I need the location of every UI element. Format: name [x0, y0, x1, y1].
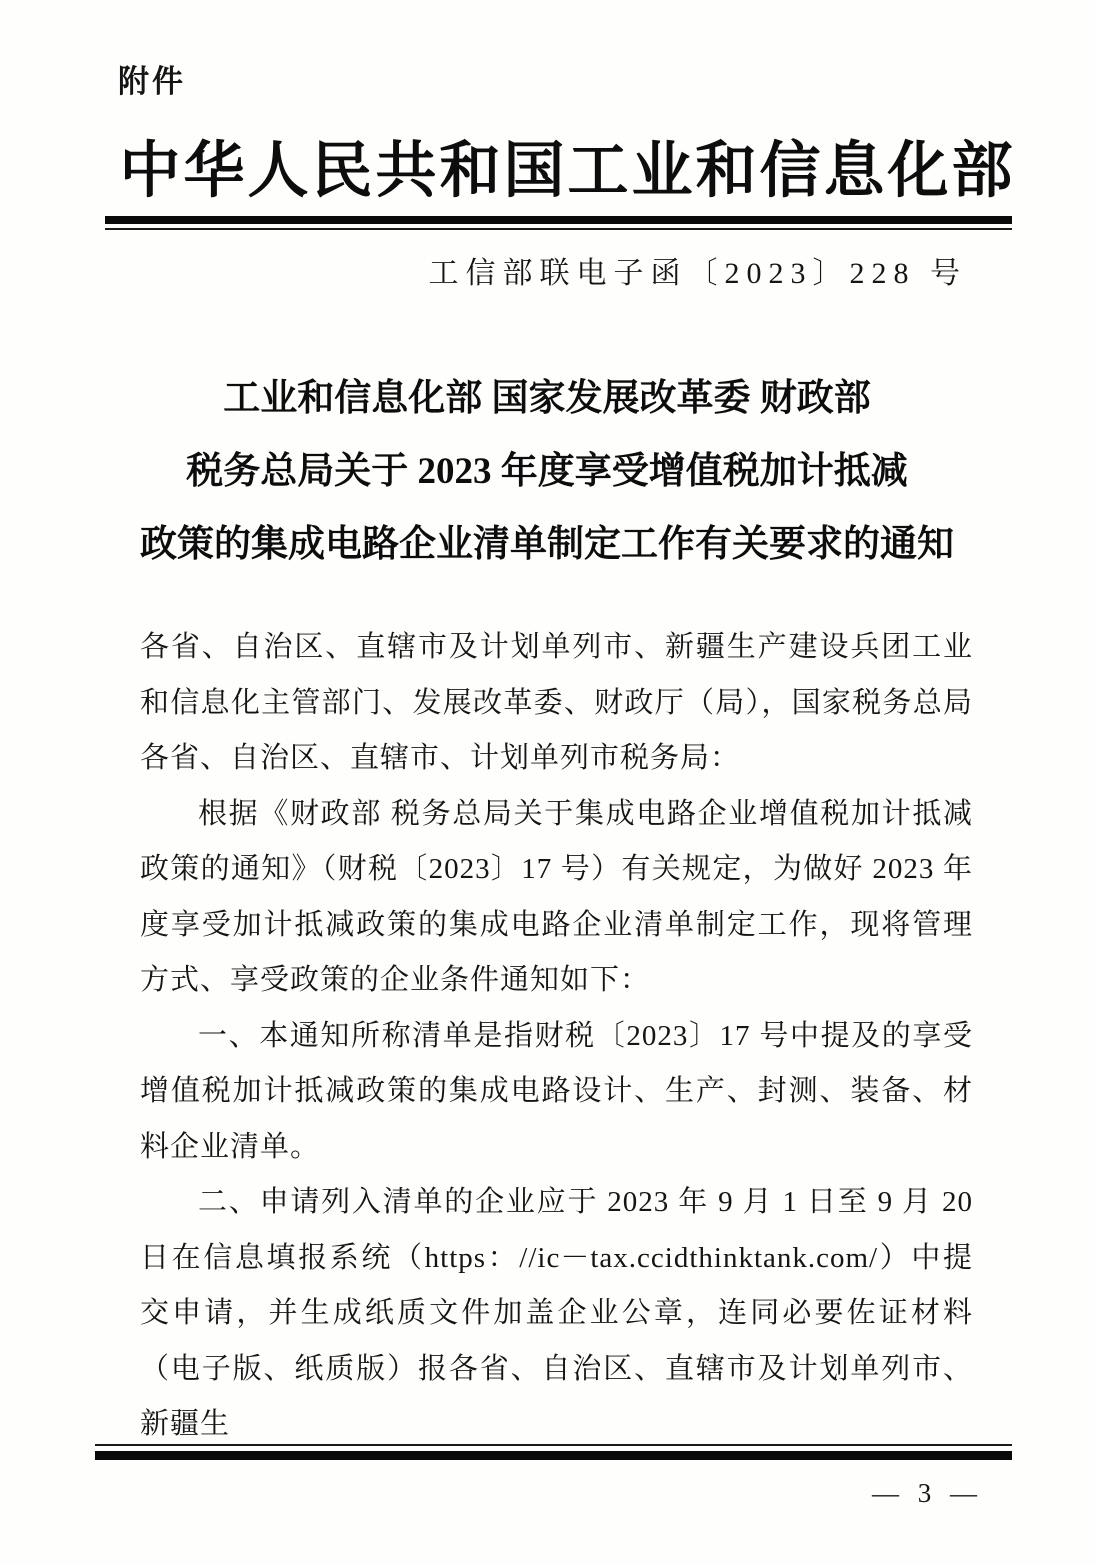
attachment-label: 附件: [118, 64, 186, 99]
page-number: — 3 —: [872, 1478, 983, 1508]
notice-title-line-1: 工业和信息化部 国家发展改革委 财政部: [223, 378, 871, 419]
body-paragraph-item-1: 一、本通知所称清单是指财税〔2023〕17 号中提及的享受增值税加计抵减政策的集成电路设计、生产、封测、装备、材料企业清单。: [140, 1019, 973, 1163]
footer-divider: [95, 1444, 1012, 1460]
header-divider: [105, 216, 1012, 230]
notice-title: [82, 362, 1012, 581]
notice-title-line-3: 政策的集成电路企业清单制定工作有关要求的通知: [140, 524, 954, 565]
notice-body: [140, 620, 973, 1453]
notice-title-line-2: 税务总局关于 2023 年度享受增值税加计抵减: [186, 451, 908, 492]
header-divider-thin-line: [105, 228, 1012, 230]
masthead-agency-title: 中华人民共和国工业和信息化部: [119, 138, 1016, 205]
document-reference-number: 工信部联电子函〔2023〕228 号: [428, 257, 967, 290]
footer-divider-thick-line: [95, 1451, 1012, 1460]
header-divider-thick-line: [105, 216, 1012, 224]
salutation-paragraph: 各省、自治区、直辖市及计划单列市、新疆生产建设兵团工业和信息化主管部门、发展改革委、财政厅（局），国家税务总局各省、自治区、直辖市、计划单列市税务局：: [140, 631, 973, 774]
body-paragraph-basis: 根据《财政部 税务总局关于集成电路企业增值税加计抵减政策的通知》（财税〔2023〕17 号）有关规定，为做好 2023 年度享受加计抵减政策的集成电路企业清单制定工作，现将管理方式、享受政策的企业条件通知如下：: [140, 797, 973, 996]
body-paragraph-item-2: 二、申请列入清单的企业应于 2023 年 9 月 1 日至 9 月 20 日在信息填报系统（https：//ic－tax.ccidthinktank.com/）中提交申请，并生成纸质文件加盖企业公章，连同必要佐证材料（电子版、纸质版）报各省、自治区、直辖市及计划单列市、新疆生: [140, 1186, 973, 1440]
